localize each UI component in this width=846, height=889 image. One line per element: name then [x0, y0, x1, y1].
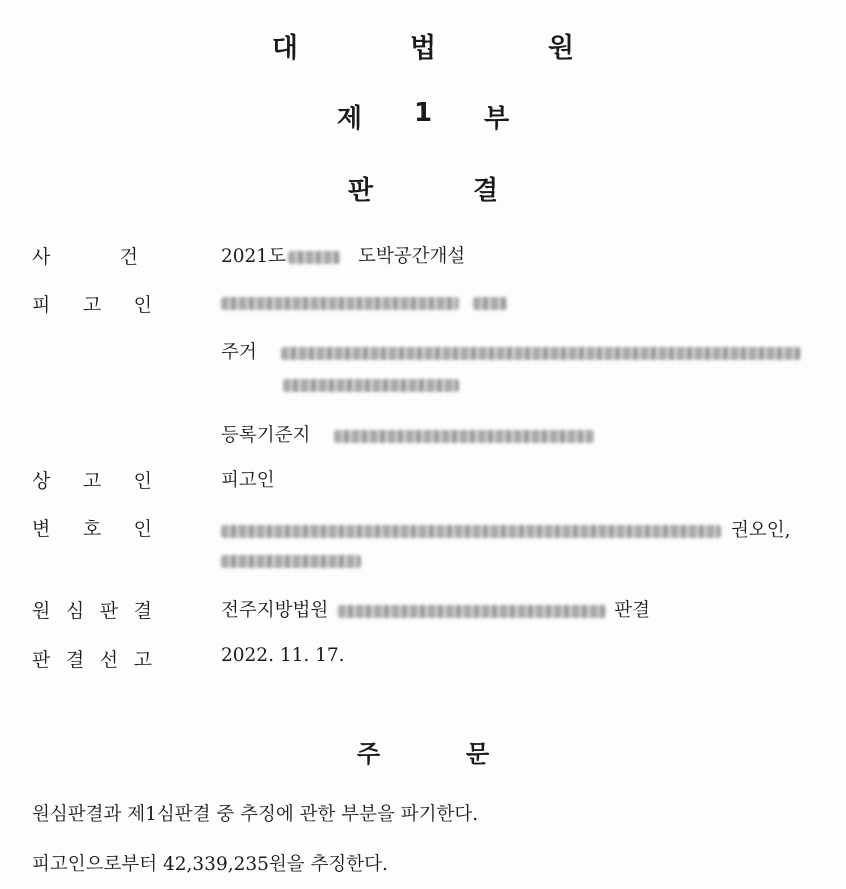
order-title [0, 734, 846, 769]
registry-row [221, 421, 594, 447]
label-char: 결 [65, 649, 85, 671]
division-char: 1 [413, 98, 433, 128]
court-char: 법 [409, 33, 437, 64]
order-line-2: 피고인으로부터 42,339,235원을 추징한다. [32, 854, 388, 875]
lower-judgment-suffix: 판결 [614, 600, 650, 621]
label-char: 호 [82, 518, 102, 540]
label-char: 피 [32, 294, 51, 316]
label-char: 상 [32, 470, 51, 492]
lower-judgment-label [32, 596, 152, 623]
case-number-prefix: 2021도 [221, 246, 286, 267]
label-char: 원 [32, 600, 51, 622]
label-char: 고 [82, 294, 102, 316]
residence-row [221, 338, 801, 364]
counsel-row-2 [221, 550, 361, 571]
label-char: 건 [119, 246, 138, 268]
division-name [0, 98, 846, 135]
label-char: 인 [133, 294, 152, 316]
label-char: 판 [99, 600, 119, 622]
label-char: 심 [65, 600, 85, 622]
appellant-value: 피고인 [221, 470, 275, 491]
residence-label: 주거 [221, 342, 257, 363]
decision-date: 2022. 11. 17. [221, 645, 345, 666]
defendant-value [221, 292, 507, 313]
appellant-label [32, 466, 152, 493]
registry-label: 등록기준지 [221, 425, 311, 446]
redacted-residence [281, 347, 801, 360]
redacted-residence-cont [283, 379, 459, 392]
counsel-label [32, 514, 152, 541]
judgment-char: 결 [473, 176, 499, 206]
redacted-defendant [221, 297, 459, 310]
defendant-label [32, 290, 152, 317]
case-name: 도박공간개설 [357, 246, 466, 267]
residence-row-2 [283, 374, 459, 395]
label-char: 판 [32, 649, 51, 671]
redacted-case-number [288, 251, 340, 264]
order-title-char: 주 [356, 740, 380, 768]
redacted-lower-judgment [338, 605, 606, 618]
label-char: 인 [133, 470, 152, 492]
order-line-1: 원심판결과 제1심판결 중 추징에 관한 부분을 파기한다. [32, 804, 479, 825]
counsel-name: 권오인, [731, 520, 791, 541]
court-char: 원 [548, 33, 575, 64]
lower-court: 전주지방법원 [221, 600, 329, 621]
label-char: 변 [32, 518, 51, 540]
decision-date-label [32, 645, 152, 672]
label-char: 선 [99, 649, 119, 671]
court-name [0, 26, 846, 65]
judgment-title [0, 170, 846, 207]
label-char: 인 [133, 518, 152, 540]
label-char: 고 [133, 649, 152, 671]
redacted-counsel [221, 525, 721, 538]
lower-judgment-value [221, 596, 650, 622]
court-char: 대 [271, 33, 298, 64]
label-char: 결 [133, 600, 152, 622]
order-title-char: 문 [466, 740, 490, 768]
redacted-registry [334, 430, 594, 443]
counsel-value [221, 516, 791, 542]
division-char: 제 [336, 104, 362, 134]
label-char: 고 [82, 470, 102, 492]
division-char: 부 [484, 104, 510, 134]
case-value [221, 242, 465, 268]
redacted-counsel-cont [221, 555, 361, 568]
label-char: 사 [32, 246, 51, 268]
redacted-defendant-occupation [473, 297, 507, 310]
judgment-char: 판 [347, 176, 373, 206]
case-label [32, 242, 138, 269]
